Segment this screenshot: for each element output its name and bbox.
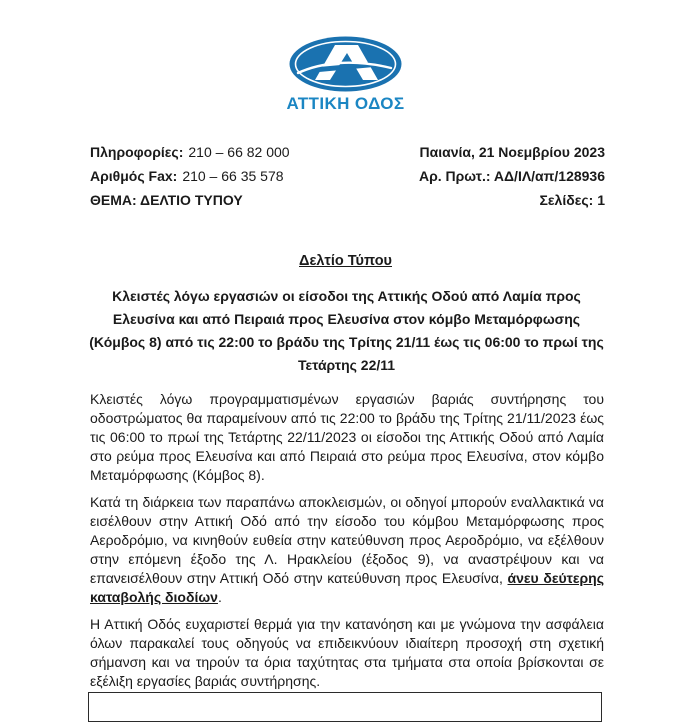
attiki-odos-logo [0,36,691,114]
paragraph-3: Η Αττική Οδός ευχαριστεί θερμά για την κατανόηση και με γνώμονα την ασφάλεια όλων παρακαλεί τους οδηγούς να επιδεικνύουν ιδιαίτερη προσοχή στη σχετική σήμανση και να τηρούν τα όρια ταχύτητας στα τμήματα στα οποία βρίσκονται σε εξέλιξη εργασίες βαριάς συντήρησης. [90,616,604,689]
phone-value: 210 – 66 82 000 [188,144,290,160]
press-release-title: Δελτίο Τύπου [299,253,392,269]
paragraph-1: Κλειστές λόγω προγραμματισμένων εργασιών βαριάς συντήρησης του οδοστρώματος θα παραμείνουν από τις 22:00 το βράδυ της Τρίτης 21/11/2023 έως τις 06:00 το πρωί της Τετάρτης 22/11/2023 οι είσοδοι της Αττικής Οδού από Λαμία στο ρεύμα προς Ελευσίνα και από Πειραιά στο ρεύμα προς Ελευσίνα, στον κόμβο Μεταμόρφωσης (Κόμβος 8). [90,391,604,483]
subject-label: ΘΕΜΑ: ΔΕΛΤΙΟ ΤΥΠΟΥ [90,192,243,208]
phone-label: Πληροφορίες: [90,144,184,160]
phone-line [90,140,290,164]
subject-line [90,188,243,212]
pages-count: Σελίδες: 1 [539,192,605,208]
attiki-odos-emblem-icon [288,36,403,93]
header-row-3 [90,188,605,212]
header-info [90,140,605,212]
footer-box [88,692,602,722]
press-release-body [90,390,604,699]
press-release-headline: Κλειστές λόγω εργασιών οι είσοδοι της Αττικής Οδού από Λαμία προς Ελευσίνα και από Πειραιά προς Ελευσίνα στον κόμβο Μεταμόρφωσης (Κόμβος 8) από τις 22:00 το βράδυ της Τρίτης 21/11 έως τις 06:00 το πρωί της Τετάρτης 22/11 [89,288,604,373]
logo-brand-text: ΑΤΤΙΚΗ ΟΔΟΣ [286,94,405,113]
no-second-toll-emphasis: άνευ δεύτερης καταβολής διοδίων [90,570,604,605]
fax-label: Αριθμός Fax: [90,168,178,184]
header-row-2 [90,164,605,188]
header-row-1 [90,140,605,164]
paragraph-2-period: . [217,589,222,605]
paragraph-2 [90,493,604,607]
protocol-number: Αρ. Πρωτ.: ΑΔ/ΙΛ/απ/128936 [418,168,605,184]
fax-line [90,164,284,188]
fax-value: 210 – 66 35 578 [182,168,284,184]
place-date: Παιανία, 21 Νοεμβρίου 2023 [419,144,605,160]
paragraph-2-text: Κατά τη διάρκεια των παραπάνω αποκλεισμών, οι οδηγοί μπορούν εναλλακτικά να εισέλθουν στην Αττική Οδό από την είσοδο του κόμβου Μεταμόρφωσης προς Αεροδρόμιο, να κινηθούν ευθεία στην κατεύθυνση προς Αεροδρόμιο, να εξέλθουν στην επόμενη έξοδο της Λ. Ηρακλείου (έξοδος 9), να αναστρέψουν και να επανεισέλθουν στην Αττική Οδό στην κατεύθυνση προς Ελευσίνα, [90,494,604,586]
